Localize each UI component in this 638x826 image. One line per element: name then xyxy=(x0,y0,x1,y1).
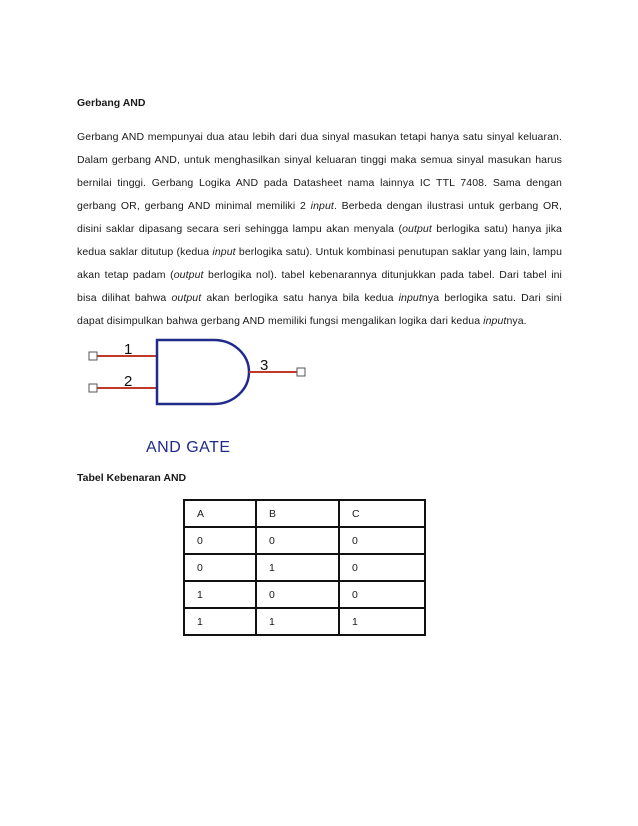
input-2-label: 2 xyxy=(124,373,133,390)
input-1-label: 1 xyxy=(124,341,133,358)
table-row xyxy=(184,527,425,554)
table-cell: 0 xyxy=(184,527,256,554)
paragraph-text xyxy=(77,126,562,333)
italic-term: input xyxy=(483,315,507,327)
and-gate-diagram xyxy=(84,332,324,456)
paragraph-segment: berlogika satu) hanya jika kedua saklar ditutup (kedua xyxy=(77,223,562,258)
table-cell: 0 xyxy=(256,527,339,554)
output-terminal xyxy=(297,368,305,376)
italic-term: output xyxy=(402,223,432,235)
table-header-cell: B xyxy=(256,500,339,527)
table-row xyxy=(184,554,425,581)
paragraph-segment: nya. xyxy=(506,315,527,327)
input-1-terminal xyxy=(89,352,97,360)
table-cell: 1 xyxy=(256,608,339,635)
paragraph-segment: Gerbang AND mempunyai dua atau lebih dari dua sinyal masukan tetapi hanya satu sinyal keluaran. Dalam gerbang AND, untuk menghasilkan sinyal keluaran tinggi maka semua sinyal masukan harus bernilai tinggi. Gerbang Logika AND pada Datasheet nama lainnya IC TTL 7408. Sama dengan gerbang OR, gerbang AND minimal memiliki 2 xyxy=(77,131,562,212)
table-cell: 1 xyxy=(339,608,425,635)
truth-table xyxy=(183,499,426,636)
paragraph-segment: akan berlogika satu hanya bila kedua xyxy=(201,292,399,304)
and-gate-body xyxy=(157,340,249,404)
italic-term: input xyxy=(310,200,334,212)
section-heading-and-gate: Gerbang AND xyxy=(77,97,146,109)
description-paragraph xyxy=(77,126,562,333)
table-header-cell: A xyxy=(184,500,256,527)
table-cell: 0 xyxy=(184,554,256,581)
table-cell: 0 xyxy=(339,581,425,608)
italic-term: input xyxy=(398,292,422,304)
table-cell: 1 xyxy=(184,581,256,608)
table-row xyxy=(184,581,425,608)
table-cell: 0 xyxy=(339,554,425,581)
truth-table-heading: Tabel Kebenaran AND xyxy=(77,472,187,484)
table-cell: 0 xyxy=(339,527,425,554)
table-cell: 0 xyxy=(256,581,339,608)
table-header-row xyxy=(184,500,425,527)
table-header-cell: C xyxy=(339,500,425,527)
paragraph-segment: berlogika satu). Untuk kombinasi penutupan saklar yang lain, lampu akan tetap padam ( xyxy=(77,246,563,281)
italic-term: output xyxy=(171,292,202,304)
italic-term: input xyxy=(212,246,236,258)
table-cell: 1 xyxy=(256,554,339,581)
table-cell: 1 xyxy=(184,608,256,635)
output-label: 3 xyxy=(260,357,269,374)
italic-term: output xyxy=(173,269,204,281)
table-row xyxy=(184,608,425,635)
input-2-terminal xyxy=(89,384,97,392)
paragraph-segment: berlogika nol). tabel kebenarannya ditunjukkan pada tabel. Dari tabel ini bisa dilihat bahwa xyxy=(77,269,562,304)
paragraph-segment: nya berlogika satu. Dari sini dapat disimpulkan bahwa gerbang AND memiliki fungsi mengalikan logika dari kedua xyxy=(77,292,562,327)
diagram-caption: AND GATE xyxy=(146,439,231,456)
paragraph-segment: . Berbeda dengan ilustrasi untuk gerbang OR, disini saklar dipasang secara seri sehingga lampu akan menyala ( xyxy=(77,200,562,235)
